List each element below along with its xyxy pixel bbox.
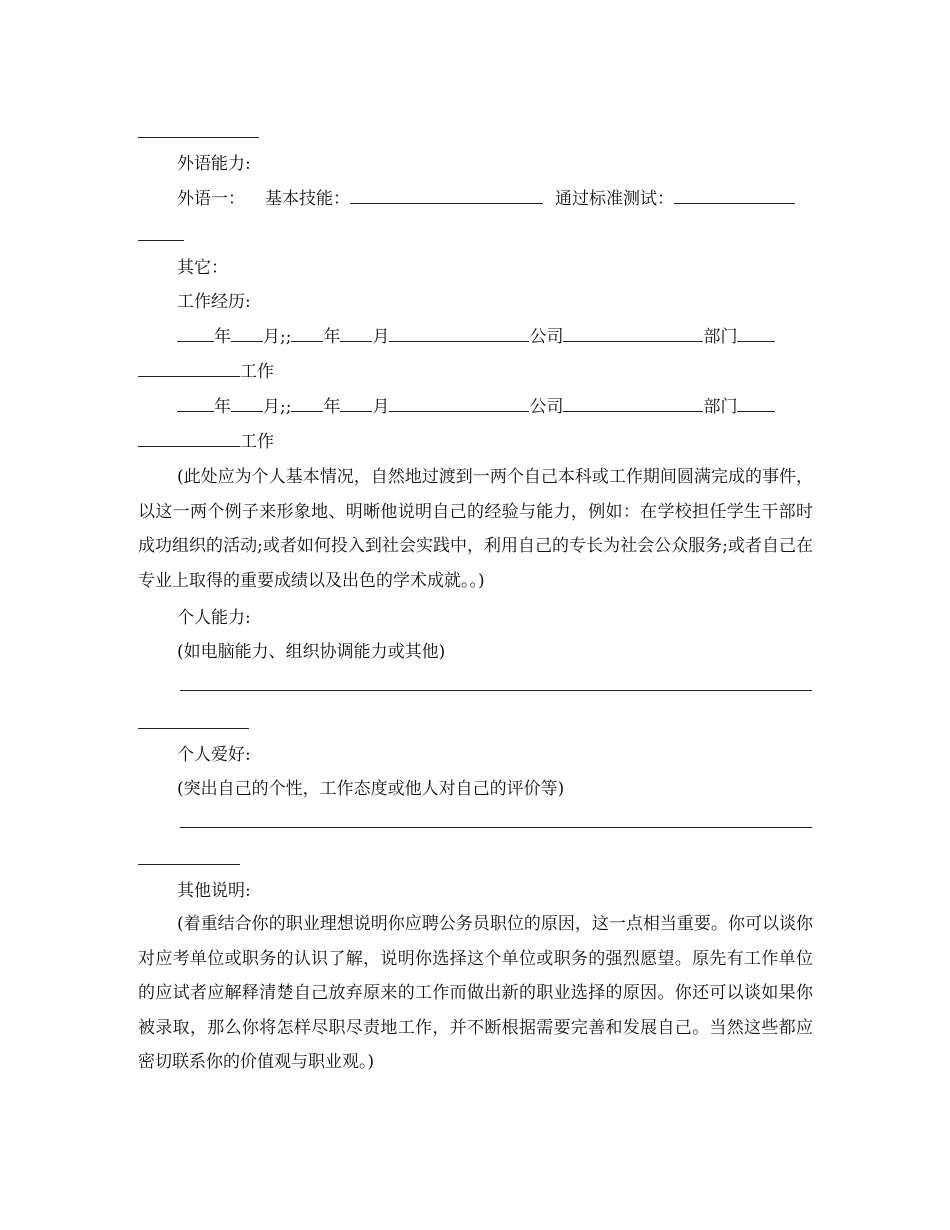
work-entry-2 — [177, 395, 775, 418]
end-year-field[interactable] — [291, 395, 323, 412]
personal-ability-heading: 个人能力: — [177, 608, 251, 628]
work-label: 工作 — [240, 362, 274, 382]
hobbies-heading: 个人爱好: — [177, 745, 251, 765]
other-notes-heading: 其他说明: — [177, 881, 251, 901]
foreign-language-row — [177, 187, 795, 210]
personal-ability-field[interactable] — [180, 690, 812, 691]
blank-line — [138, 137, 259, 138]
year-label: 年 — [323, 327, 341, 347]
year-label: 年 — [214, 397, 231, 417]
personal-ability-hint: (如电脑能力、组织协调能力或其他) — [177, 642, 446, 662]
work-experience-note: (此处应为个人基本情况，自然地过渡到一两个自己本科或工作期间圆满完成的事件，以这一两个例子来形象地、明晰他说明自己的经验与能力，例如：在学校担任学生干部时成功组织的活动;或者如何投入到社会实践中，利用自己的专长为社会公众服务;或者自己在专业上取得的重要成绩以及出色的学术成就。。) — [138, 467, 813, 591]
end-month-field[interactable] — [340, 325, 372, 342]
month-label: 月 — [372, 327, 390, 347]
job-field-continued[interactable] — [138, 430, 240, 447]
job-field[interactable] — [737, 395, 775, 412]
year-label: 年 — [323, 397, 341, 417]
hobbies-hint: (突出自己的个性，工作态度或他人对自己的评价等) — [177, 779, 565, 799]
start-month-field[interactable] — [231, 395, 263, 412]
basic-skill-label: 基本技能： — [265, 189, 350, 209]
start-year-field[interactable] — [177, 325, 214, 342]
job-field[interactable] — [737, 325, 775, 342]
job-field-continued[interactable] — [138, 360, 240, 377]
other-notes-body: (着重结合你的职业理想说明你应聘公务员职位的原因，这一点相当重要。你可以谈你对应考单位或职务的认识了解，说明你选择这个单位或职务的强烈愿望。原先有工作单位的应试者应解释清楚自己放弃原来的工作而做出新的职业选择的原因。你还可以谈如果你被录取，那么你将怎样尽职尽责地工作，并不断根据需要完善和发展自己。当然这些都应密切联系你的价值观与职业观。) — [138, 914, 813, 1072]
work-experience-heading: 工作经历: — [177, 292, 251, 312]
standard-test-field[interactable] — [674, 187, 795, 204]
end-year-field[interactable] — [291, 325, 323, 342]
month-sep-label: 月;; — [263, 327, 292, 347]
department-label: 部门 — [703, 397, 738, 417]
work-entry-2-cont — [138, 430, 274, 453]
hobbies-field[interactable] — [180, 827, 812, 828]
company-field[interactable] — [389, 325, 529, 342]
month-sep-label: 月;; — [263, 397, 292, 417]
basic-skill-field[interactable] — [350, 187, 543, 204]
start-year-field[interactable] — [177, 395, 214, 412]
company-field[interactable] — [389, 395, 529, 412]
department-label: 部门 — [703, 327, 738, 347]
department-field[interactable] — [563, 395, 703, 412]
end-month-field[interactable] — [340, 395, 372, 412]
work-entry-1 — [177, 325, 775, 348]
foreign-language-label: 外语一： — [177, 189, 245, 209]
start-month-field[interactable] — [231, 325, 263, 342]
month-label: 月 — [372, 397, 390, 417]
personal-ability-field-continued[interactable] — [138, 728, 249, 729]
foreign-language-heading: 外语能力: — [177, 154, 251, 174]
company-label: 公司 — [529, 397, 564, 417]
hobbies-field-continued[interactable] — [138, 864, 240, 865]
standard-test-field-continued[interactable] — [138, 240, 184, 241]
work-entry-1-cont — [138, 360, 274, 383]
year-label: 年 — [214, 327, 231, 347]
work-label: 工作 — [240, 432, 274, 452]
standard-test-label: 通过标准测试： — [555, 189, 674, 209]
company-label: 公司 — [529, 327, 564, 347]
department-field[interactable] — [563, 325, 703, 342]
other-heading: 其它： — [177, 258, 228, 278]
